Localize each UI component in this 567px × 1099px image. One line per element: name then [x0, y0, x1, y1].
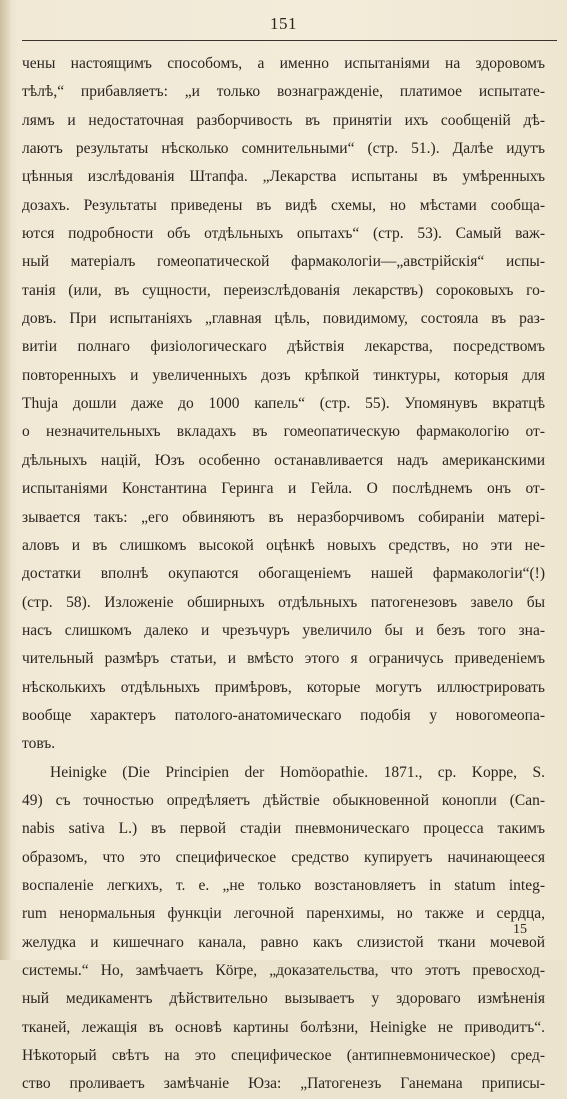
text-line: цѣнныя изслѣдованія Штапфа. „Лекарства испытаны въ умѣренныхъ: [22, 168, 545, 186]
text-line: nabis sativa L.) въ первой стадіи пневмоническаго процесса такимъ: [22, 820, 545, 838]
signature-mark: 15: [513, 922, 527, 937]
text-line: Heinigke (Die Principien der Homöopathie. 1871., cp. Koppe, S.: [50, 763, 545, 781]
text-line: ный матеріалъ гомеопатической фармакологіи—„австрійскія“ испы-: [22, 253, 545, 271]
text-line: системы.“ Но, замѣчаетъ Кörре, „доказательства, что этотъ превосход-: [22, 962, 545, 979]
text-line: Нѣкоторый свѣтъ на это специфическое (антипневмоническое) сред-: [22, 1047, 545, 1065]
text-line: дѣльныхъ націй, Юзъ особенно останавливается надъ американскими: [22, 451, 545, 469]
text-line: тѣлѣ,“ прибавляетъ: „и только вознагражденіе, платимое испытате-: [22, 83, 545, 101]
text-line: зывается такъ: „его обвиняютъ въ неразборчивомъ собираніи матері-: [22, 508, 545, 526]
text-line: ются подробности объ отдѣльныхъ опытахъ“ (стр. 53). Самый важ-: [22, 225, 545, 243]
text-line: чительный размѣръ статьи, и вмѣсто этого я ограничусь приведеніемъ: [22, 650, 545, 668]
text-line: танія (или, въ сущности, переизслѣдованія лекарствъ) сороковыхъ го-: [22, 281, 545, 299]
text-line: товъ.: [22, 735, 56, 753]
text-line: достатки вполнѣ окупаются обогащеніемъ нашей фармакологіи“(!): [22, 565, 545, 583]
text-line: насъ слишкомъ далеко и чрезъчуръ увеличило бы и безъ того зна-: [22, 621, 545, 639]
header-rule: [22, 40, 557, 41]
text-line: Thuja дошли даже до 1000 капель“ (стр. 55). Упомянувъ вкратцѣ: [22, 395, 545, 413]
text-line: rum ненормальныя функціи легочной паренхимы, но также и сердца,: [22, 905, 545, 923]
text-line: (стр. 58). Изложеніе обширныхъ отдѣльныхъ патогенезовъ завело бы: [22, 593, 545, 611]
text-line: о незначительныхъ вкладахъ въ гомеопатическую фармакологію от-: [22, 423, 545, 441]
text-line: лямъ и недостаточная разборчивость въ принятіи ихъ сообщеній дѣ-: [22, 111, 545, 129]
text-line: тканей, лежащія въ основѣ картины болѣзни, Heinigke не приводитъ“.: [22, 1018, 545, 1036]
text-line: 49) съ точностью опредѣляетъ дѣйствіе обыкновенной конопли (Can-: [22, 791, 545, 809]
text-line: ство проливаетъ замѣчаніе Юза: „Патогенезъ Ганемана приписы-: [22, 1075, 545, 1093]
text-line: ный медикаментъ дѣйствительно вызываетъ у здороваго измѣненія: [22, 990, 545, 1008]
text-line: нѣсколькихъ отдѣльныхъ примѣровъ, которые могутъ иллюстрировать: [22, 678, 545, 696]
page-number: 151: [270, 14, 297, 33]
text-line: чены настоящимъ способомъ, а именно испытаніями на здоровомъ: [22, 55, 545, 72]
binding-gutter: [0, 0, 10, 960]
text-line: дозахъ. Результаты приведены въ видѣ схемы, но мѣстами сообща-: [22, 196, 545, 214]
text-line: образомъ, что это специфическое средство купируетъ начинающееся: [22, 848, 545, 866]
text-line: довъ. При испытаніяхъ „главная цѣль, повидимому, состояла въ раз-: [22, 310, 545, 328]
text-line: лаютъ результаты нѣсколько сомнительными“ (стр. 51.). Далѣе идутъ: [22, 140, 545, 158]
text-line: желудка и кишечнаго канала, равно какъ слизистой ткани мочевой: [22, 933, 545, 951]
text-line: аловъ и въ слишкомъ высокой оцѣнкѣ новыхъ средствъ, но эти не-: [22, 536, 545, 554]
body-text: [22, 50, 545, 1099]
text-line: вообще характеръ патолого-анатомическаго подобія у новогомеопа-: [22, 706, 545, 724]
text-line: витіи полнаго физіологическаго дѣйствія лекарства, посредствомъ: [22, 338, 545, 356]
text-line: повторенныхъ и увеличенныхъ дозъ крѣпкой тинктуры, которыя для: [22, 366, 545, 384]
text-line: испытаніями Константина Геринга и Гейла. О послѣднемъ онъ от-: [22, 480, 545, 498]
text-line: воспаленіе легкихъ, т. е. „не только возстановляетъ in statum integ-: [22, 876, 545, 894]
